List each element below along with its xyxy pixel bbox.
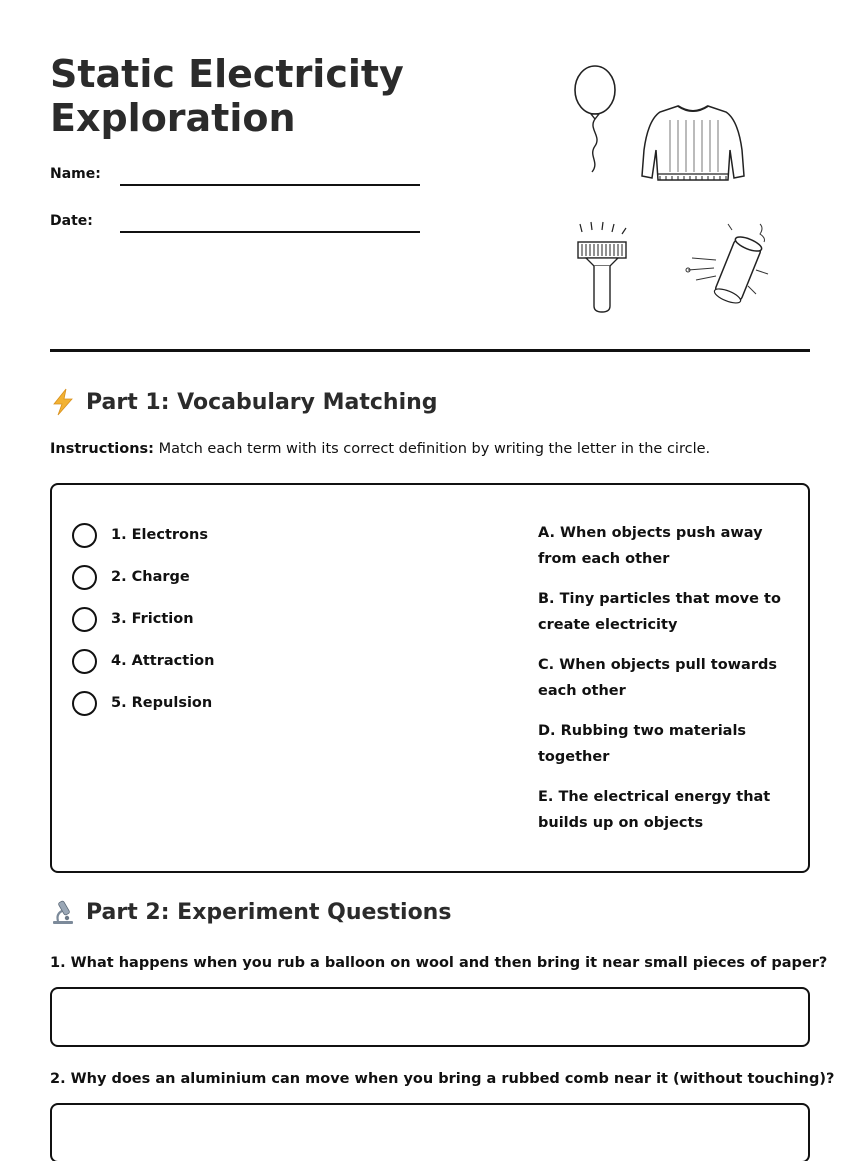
part1-heading-text: Part 1: Vocabulary Matching xyxy=(86,389,438,415)
term-item xyxy=(72,690,212,716)
lightning-icon xyxy=(50,388,76,416)
question-2: 2. Why does an aluminium can move when you bring a rubbed comb near it (without touching)? xyxy=(50,1071,835,1087)
matching-box xyxy=(50,483,810,873)
aluminium-can-icon xyxy=(680,220,776,304)
title-line-2: Exploration xyxy=(50,96,296,140)
instructions-text: Match each term with its correct definition by writing the letter in the circle. xyxy=(153,441,711,457)
term-item xyxy=(72,606,194,632)
term-label: 3. Friction xyxy=(111,611,194,627)
part2-heading-text: Part 2: Experiment Questions xyxy=(86,899,452,925)
question-1: 1. What happens when you rub a balloon on wool and then bring it near small pieces of paper? xyxy=(50,955,828,971)
definitions-list xyxy=(538,521,800,851)
term-item xyxy=(72,648,214,674)
term-item xyxy=(72,564,190,590)
answer-circle[interactable] xyxy=(72,691,97,716)
answer-box-1[interactable] xyxy=(50,987,810,1047)
part2-heading xyxy=(50,898,451,926)
term-label: 4. Attraction xyxy=(111,653,215,669)
term-label: 5. Repulsion xyxy=(111,695,213,711)
answer-circle[interactable] xyxy=(72,565,97,590)
name-label: Name: xyxy=(50,166,101,182)
part1-heading xyxy=(50,388,438,416)
answer-circle[interactable] xyxy=(72,649,97,674)
term-item xyxy=(72,522,208,548)
page-title xyxy=(50,52,470,140)
answer-circle[interactable] xyxy=(72,523,97,548)
instructions-label: Instructions: xyxy=(50,441,154,457)
definition-item: E. The electrical energy that builds up on objects xyxy=(538,789,771,831)
comb-icon xyxy=(572,220,632,314)
term-label: 2. Charge xyxy=(111,569,190,585)
answer-circle[interactable] xyxy=(72,607,97,632)
definition-item: A. When objects push away from each other xyxy=(538,525,763,567)
date-input-line[interactable] xyxy=(120,231,420,233)
definition-item: D. Rubbing two materials together xyxy=(538,723,747,765)
balloon-icon xyxy=(566,64,624,176)
name-input-line[interactable] xyxy=(120,184,420,186)
definition-item: B. Tiny particles that move to create electricity xyxy=(538,591,781,633)
header-divider xyxy=(50,349,810,352)
term-label: 1. Electrons xyxy=(111,527,208,543)
microscope-icon xyxy=(50,898,76,926)
sweater-icon xyxy=(638,100,748,186)
definition-item: C. When objects pull towards each other xyxy=(538,657,777,699)
instructions xyxy=(50,441,710,457)
answer-box-2[interactable] xyxy=(50,1103,810,1161)
date-label: Date: xyxy=(50,213,93,229)
title-line-1: Static Electricity xyxy=(50,52,404,96)
